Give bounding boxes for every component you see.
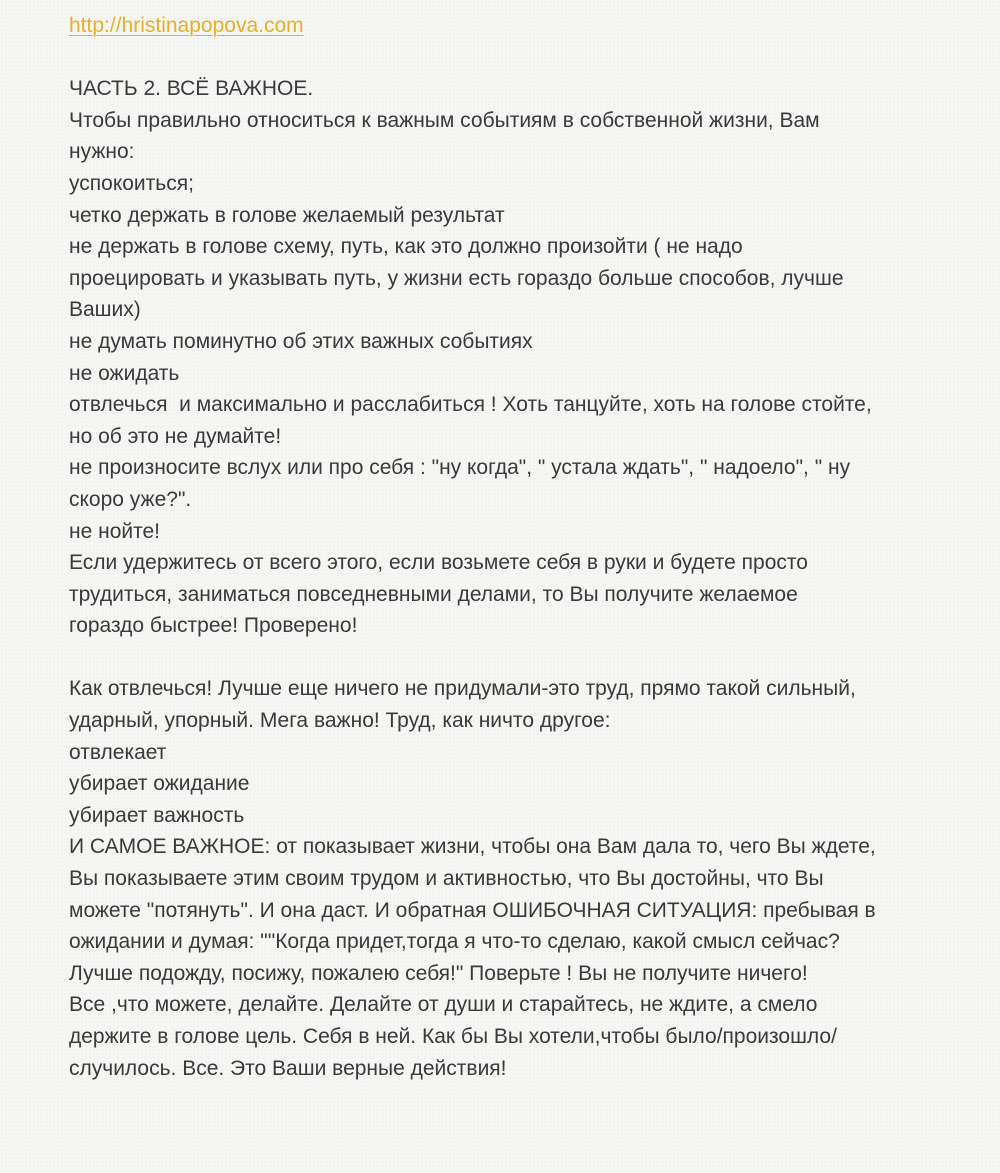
text-line: Чтобы правильно относиться к важным событиям в собственной жизни, Вам	[69, 108, 820, 132]
text-line: ожидании и думая: ""Когда придет,тогда я что-то сделаю, какой смысл сейчас?	[69, 930, 840, 954]
text-line: трудиться, заниматься повседневными делами, то Вы получите желаемое	[69, 582, 798, 606]
text-line: не произносите вслух или про себя : "ну когда", " устала ждать", " надоело", " ну	[69, 456, 851, 480]
text-line: можете "потянуть". И она даст. И обратная ОШИБОЧНАЯ СИТУАЦИЯ: пребывая в	[69, 898, 876, 922]
text-line: И САМОЕ ВАЖНОЕ: от показывает жизни, чтобы она Вам дала то, чего Вы ждете,	[69, 835, 876, 859]
text-line: Лучше подожду, посижу, пожалею себя!" Поверьте ! Вы не получите ничего!	[69, 961, 808, 985]
blank-line	[69, 642, 949, 674]
text-line: Если удержитесь от всего этого, если возьмете себя в руки и будете просто	[69, 551, 808, 575]
text-line: гораздо быстрее! Проверено!	[69, 614, 358, 638]
blank-line	[69, 42, 949, 74]
text-line: успокоиться;	[69, 171, 194, 195]
text-line: не нойте!	[69, 519, 161, 543]
text-line: не думать поминутно об этих важных событиях	[69, 329, 533, 353]
text-line: нужно:	[69, 140, 135, 164]
text-line: Как отвлечься! Лучше еще ничего не придумали-это труд, прямо такой сильный,	[69, 677, 856, 701]
note-text	[69, 42, 949, 1085]
text-line: отвлечься и максимально и расслабиться ! Хоть танцуйте, хоть на голове стойте,	[69, 393, 872, 417]
text-line: Все ,что можете, делайте. Делайте от души и старайтесь, не ждите, а смело	[69, 993, 818, 1017]
text-line: но об это не думайте!	[69, 424, 282, 448]
text-line: держите в голове цель. Себя в ней. Как бы Вы хотели,чтобы было/произошло/	[69, 1025, 837, 1048]
text-line: убирает важность	[69, 803, 245, 827]
site-link[interactable]: http://hristinapopova.com	[69, 14, 304, 37]
text-line: случилось. Все. Это Ваши верные действия!	[69, 1056, 507, 1080]
text-line: проецировать и указывать путь, у жизни есть гораздо больше способов, лучше	[69, 266, 844, 290]
text-line: не держать в голове схему, путь, как это должно произойти ( не надо	[69, 235, 743, 259]
text-line: ударный, упорный. Мега важно! Труд, как ничто другое:	[69, 709, 611, 733]
text-line: отвлекает	[69, 740, 167, 764]
text-line: Вы показываете этим своим трудом и активностью, что Вы достойны, что Вы	[69, 867, 824, 891]
text-line: не ожидать	[69, 361, 180, 385]
text-line: ЧАСТЬ 2. ВСЁ ВАЖНОЕ.	[69, 77, 314, 101]
text-line: скоро уже?".	[69, 487, 192, 511]
note-body	[69, 10, 949, 1084]
text-line: Ваших)	[69, 298, 141, 322]
text-line: убирает ожидание	[69, 772, 250, 796]
text-line: четко держать в голове желаемый результат	[69, 203, 505, 227]
